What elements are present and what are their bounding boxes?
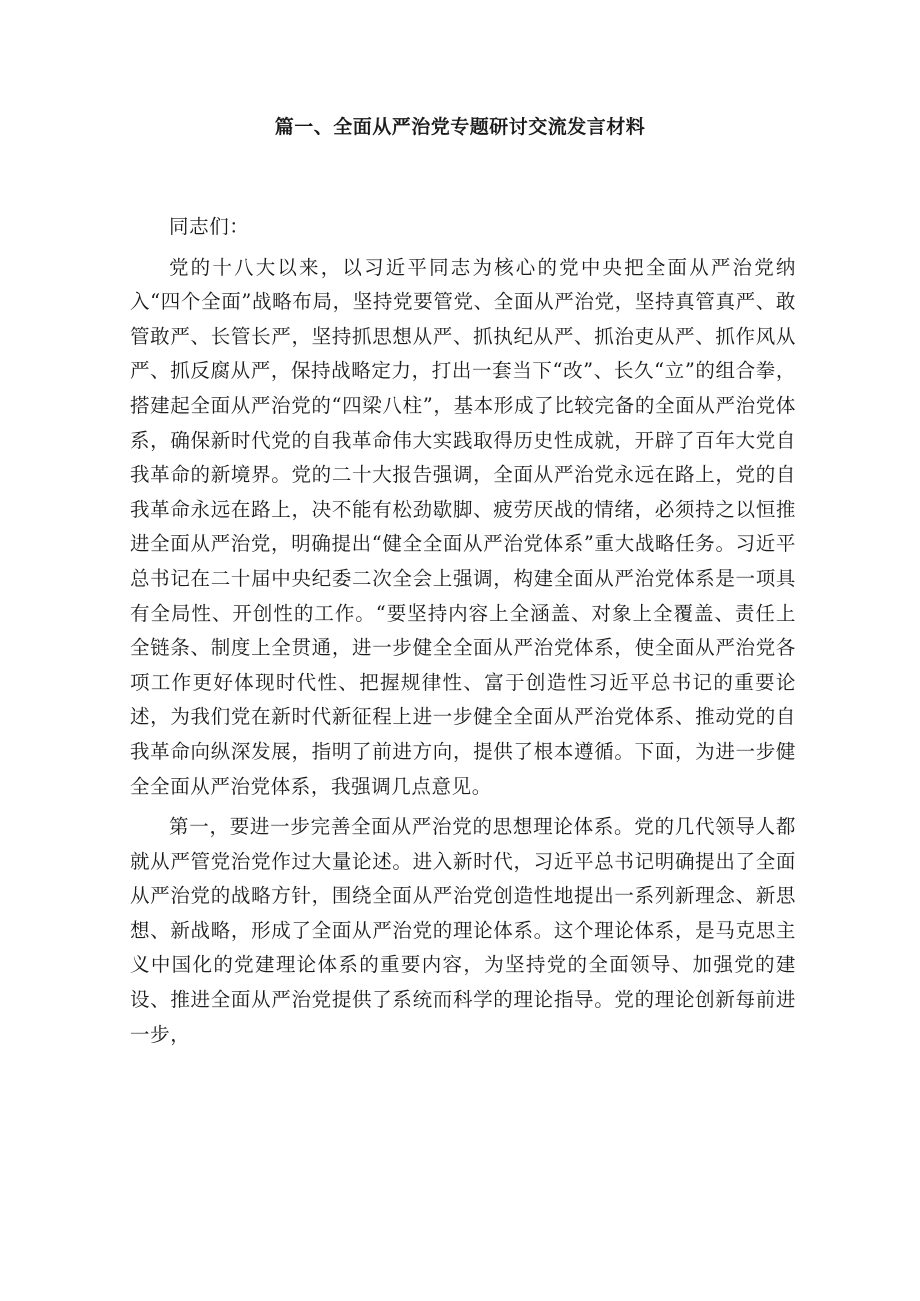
salutation: 同志们： — [169, 215, 250, 238]
document-title: 篇一、全面从严治党专题研讨交流发言材料 — [274, 116, 646, 138]
paragraph-1: 党的十八大以来，以习近平同志为核心的党中央把全面从严治党纳入“四个全面”战略布局，坚持党要管党、全面从严治党，坚持真管真严、敢管敢严、长管长严，坚持抓思想从严、抓执纪从严、抓治吏从严、抓作风从严、抓反腐从严，保持战略定力，打出一套当下“改”、长久“立”的组合拳，搭建起全面从严治党的“四梁八柱”，基本形成了比较完备的全面从严治党体系，确保新时代党的自我革命伟大实践取得历史性成就，开辟了百年大党自我革命的新境界。党的二十大报告强调，全面从严治党永远在路上，党的自我革命永远在路上，决不能有松劲歇脚、疲劳厌战的情绪，必须持之以恒推进全面从严治党，明确提出“健全全面从严治党体系”重大战略任务。习近平总书记在二十届中央纪委二次全会上强调，构建全面从严治党体系是一项具有全局性、开创性的工作。“要坚持内容上全涵盖、对象上全覆盖、责任上全链条、制度上全贯通，进一步健全全面从严治党体系，使全面从严治党各项工作更好体现时代性、把握规律性、富于创造性习近平总书记的重要论述，为我们党在新时代新征程上进一步健全全面从严治党体系、推动党的自我革命向纵深发展，指明了前进方向，提供了根本遵循。下面，为进一步健全全面从严治党体系，我强调几点意见。 — [130, 255, 796, 798]
document-body — [130, 210, 796, 1052]
paragraph-2: 第一，要进一步完善全面从严治党的思想理论体系。党的几代领导人都就从严管党治党作过大量论述。进入新时代，习近平总书记明确提出了全面从严治党的战略方针，围绕全面从严治党创造性地提出一系列新理念、新思想、新战略，形成了全面从严治党的理论体系。这个理论体系，是马克思主义中国化的党建理论体系的重要内容，为坚持党的全面领导、加强党的建设、推进全面从严治党提供了系统而科学的理论指导。党的理论创新每前进一步， — [130, 815, 796, 1046]
